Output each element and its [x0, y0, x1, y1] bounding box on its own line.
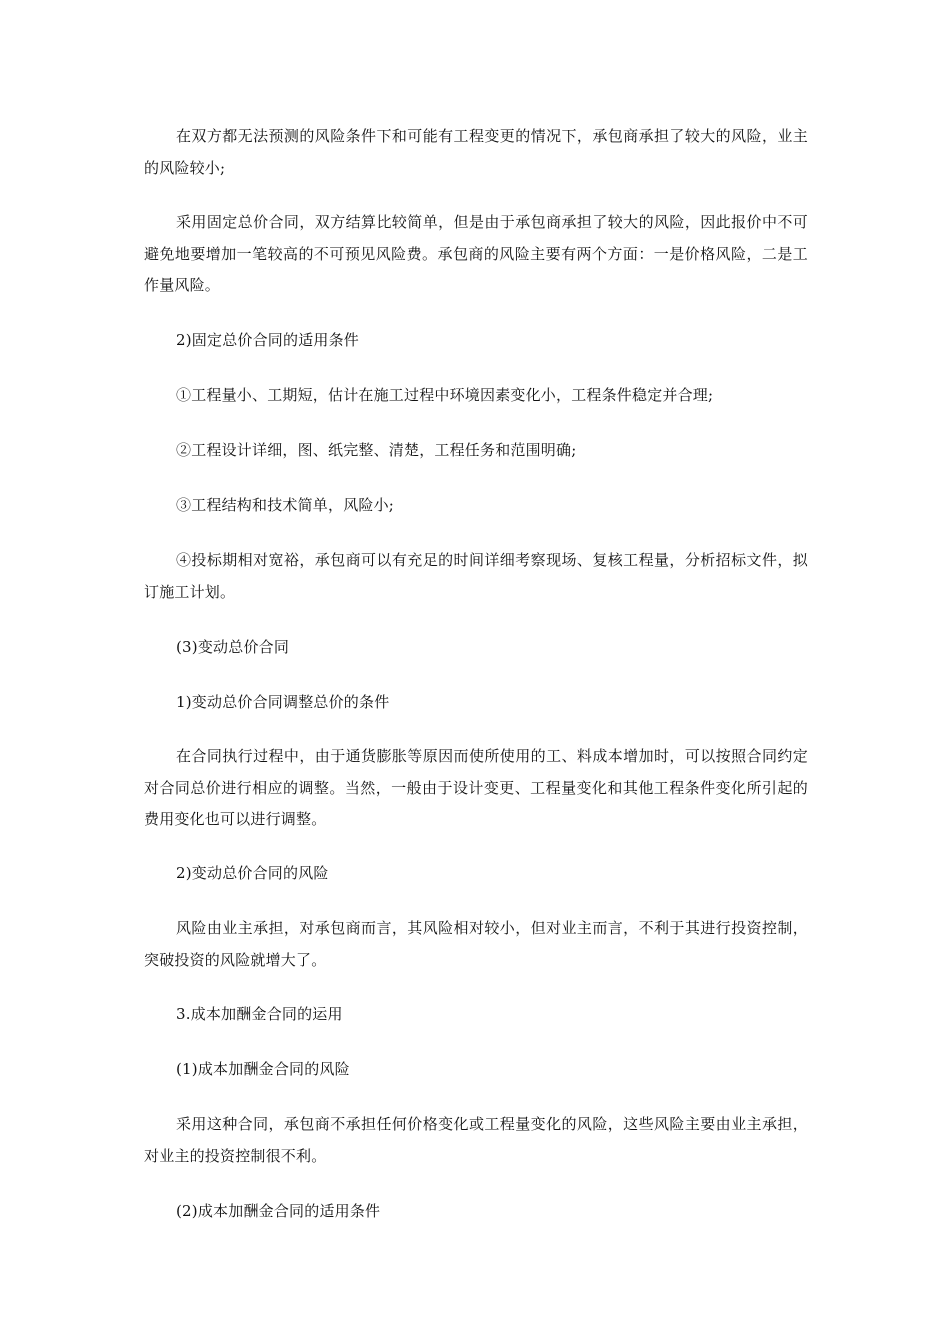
heading-variable-price-adjustment: 1)变动总价合同调整总价的条件	[176, 693, 390, 711]
heading-variable-price-risk: 2)变动总价合同的风险	[176, 864, 329, 882]
list-item-condition-4: ④投标期相对宽裕，承包商可以有充足的时间详细考察现场、复核工程量，分析招标文件，拟订施工计划。	[144, 551, 808, 601]
list-item-condition-3: ③工程结构和技术简单，风险小;	[176, 496, 395, 514]
heading-cost-plus-contract: 3.成本加酬金合同的运用	[176, 1005, 343, 1023]
list-item-condition-2: ②工程设计详细，图、纸完整、清楚，工程任务和范围明确;	[176, 441, 577, 459]
heading-cost-plus-risk: (1)成本加酬金合同的风险	[176, 1060, 350, 1078]
paragraph-fixed-price-settlement: 采用固定总价合同，双方结算比较简单，但是由于承包商承担了较大的风险，因此报价中不可避免地要增加一笔较高的不可预见风险费。承包商的风险主要有两个方面：一是价格风险，二是工作量风险。	[144, 213, 808, 294]
paragraph-contractor-risk: 在双方都无法预测的风险条件下和可能有工程变更的情况下，承包商承担了较大的风险，业主的风险较小;	[144, 127, 808, 177]
list-item-condition-1: ①工程量小、工期短，估计在施工过程中环境因素变化小，工程条件稳定并合理;	[176, 386, 714, 404]
heading-cost-plus-conditions: (2)成本加酬金合同的适用条件	[176, 1202, 381, 1220]
heading-fixed-price-conditions: 2)固定总价合同的适用条件	[176, 331, 359, 349]
heading-variable-price-contract: (3)变动总价合同	[176, 638, 290, 656]
paragraph-variable-price-adjustment: 在合同执行过程中，由于通货膨胀等原因而使所使用的工、料成本增加时，可以按照合同约定对合同总价进行相应的调整。当然，一般由于设计变更、工程量变化和其他工程条件变化所引起的费用变化也可以进行调整。	[144, 747, 808, 828]
paragraph-variable-price-risk: 风险由业主承担，对承包商而言，其风险相对较小，但对业主而言，不利于其进行投资控制，突破投资的风险就增大了。	[144, 919, 808, 969]
paragraph-cost-plus-risk: 采用这种合同，承包商不承担任何价格变化或工程量变化的风险，这些风险主要由业主承担，对业主的投资控制很不利。	[144, 1115, 808, 1165]
